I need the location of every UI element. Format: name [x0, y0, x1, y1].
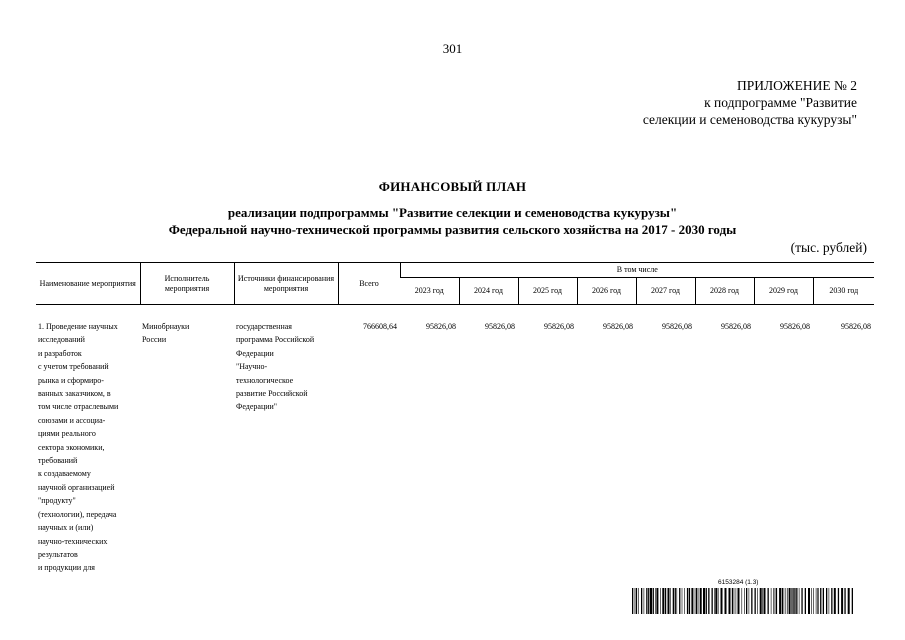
row-year-value: 95826,08: [841, 322, 872, 331]
barcode-bar: [668, 588, 670, 614]
row-source-line: "Научно-: [236, 362, 268, 372]
barcode-bar: [687, 588, 688, 614]
barcode-bar: [784, 588, 785, 614]
appendix-heading: [537, 77, 857, 128]
row-name-line: и разработок: [38, 348, 82, 358]
barcode-bar: [684, 588, 685, 614]
row-name-line: с учетом требований: [38, 362, 109, 372]
row-name-line: и продукции для: [38, 563, 95, 573]
barcode-bar: [662, 588, 664, 614]
barcode-bar: [635, 588, 636, 614]
barcode-bar: [714, 588, 715, 614]
barcode-bar: [656, 588, 658, 614]
barcode-bar: [644, 588, 645, 614]
row-total-cell: 766608,64: [363, 322, 397, 331]
barcode-bar: [655, 588, 656, 614]
barcode-bar: [834, 588, 836, 614]
barcode-bar: [677, 588, 678, 614]
barcode-bar: [826, 588, 827, 614]
barcode-bar: [691, 588, 693, 614]
barcode-bar: [675, 588, 676, 614]
barcode-bar: [744, 588, 745, 614]
barcode-bar: [732, 588, 733, 614]
barcode-bar: [771, 588, 772, 614]
barcode-bar: [789, 588, 791, 614]
units-note: (тыс. рублей): [790, 240, 867, 255]
row-year-value: 95826,08: [485, 322, 515, 331]
barcode-bar: [820, 588, 821, 614]
financial-plan-table: [36, 262, 874, 576]
barcode-bar: [773, 588, 774, 614]
barcode-bar: [641, 588, 642, 614]
barcode-bar: [813, 588, 814, 614]
barcode-bar: [706, 588, 707, 614]
barcode-bar: [805, 588, 806, 614]
barcode-bar: [786, 588, 787, 614]
barcode-bar: [768, 588, 769, 614]
row-source-line: Федерации: [236, 348, 274, 358]
row-source-line: развитие Российской: [236, 389, 308, 399]
barcode-bar: [749, 588, 750, 614]
row-name-line: рынка и сформиро-: [38, 375, 104, 385]
barcode-bar: [831, 588, 832, 614]
barcode-bar: [670, 588, 671, 614]
row-name-line: циями реального: [38, 429, 96, 439]
barcode-bar: [673, 588, 674, 614]
row-name-line: том числе отраслевыми: [38, 402, 119, 412]
row-name-line: научной организацией: [38, 482, 115, 492]
row-year-value: 95826,08: [603, 322, 633, 331]
table-row: [36, 319, 874, 576]
document-subtitle-1: реализации подпрограммы "Развитие селекции и семеноводства кукурузы": [227, 205, 678, 220]
document-title: ФИНАНСОВЫЙ ПЛАН: [378, 179, 527, 194]
row-name-line: "продукту": [38, 496, 76, 506]
barcode-bar: [653, 588, 654, 614]
barcode-bar: [791, 588, 792, 614]
table-header-row: [36, 263, 874, 278]
barcode-bar: [648, 588, 649, 614]
row-source-line: технологическое: [236, 375, 294, 385]
barcode-bar: [796, 588, 797, 614]
barcode-bar: [729, 588, 731, 614]
barcode-bar: [646, 588, 647, 614]
row-source-cell: [234, 319, 338, 576]
barcode-bar: [746, 588, 747, 614]
row-name-line: (технологии), передача: [38, 509, 117, 519]
barcode-bar: [700, 588, 702, 614]
row-year-value: 95826,08: [426, 322, 456, 331]
barcode-bar: [660, 588, 661, 614]
barcode-bar: [764, 588, 766, 614]
table-spacer-row: [36, 305, 874, 320]
barcode-bar: [779, 588, 781, 614]
barcode-bar: [838, 588, 839, 614]
barcode-bar: [823, 588, 824, 614]
barcode-bar: [703, 588, 705, 614]
barcode-bar: [794, 588, 795, 614]
barcode-bar: [829, 588, 830, 614]
barcode-bar: [760, 588, 762, 614]
barcode-bar: [755, 588, 756, 614]
barcode-bar: [811, 588, 812, 614]
barcode-bar: [689, 588, 690, 614]
barcode-bar: [636, 588, 637, 614]
header-year: 2027 год: [636, 278, 695, 305]
barcode-bar: [725, 588, 727, 614]
row-name-line: 1. Проведение научных: [38, 322, 118, 331]
appendix-line-1: ПРИЛОЖЕНИЕ № 2: [736, 78, 857, 93]
row-name-line: научно-технических: [38, 536, 108, 546]
header-year: 2026 год: [577, 278, 636, 305]
header-year: 2023 год: [400, 278, 459, 305]
barcode-bar: [782, 588, 783, 614]
header-including: В том числе: [400, 263, 874, 278]
barcode-bar: [734, 588, 735, 614]
row-name-line: сектора экономики,: [38, 442, 105, 452]
barcode-bar: [632, 588, 633, 614]
barcode-image: [632, 588, 854, 614]
row-name-line: исследований: [38, 335, 85, 345]
header-year: 2028 год: [695, 278, 754, 305]
page-number: 301: [442, 41, 463, 56]
row-name-line: союзами и ассоциа-: [38, 415, 106, 425]
barcode-bar: [712, 588, 713, 614]
row-name-line: ванных заказчиком, в: [38, 389, 111, 399]
barcode-bar: [736, 588, 737, 614]
barcode-bar: [808, 588, 810, 614]
barcode-bar: [787, 588, 788, 614]
row-name-line: научных и (или): [38, 523, 94, 533]
barcode-bar: [816, 588, 817, 614]
barcode-bar: [757, 588, 758, 614]
row-name-line: требований: [38, 456, 78, 466]
barcode-bar: [679, 588, 680, 614]
header-sources: Источники финансирования мероприятия: [234, 263, 338, 305]
barcode-bar: [762, 588, 763, 614]
barcode-bar: [708, 588, 709, 614]
barcode-bar: [682, 588, 683, 614]
header-year: 2025 год: [518, 278, 577, 305]
barcode-bar: [695, 588, 696, 614]
barcode-bar: [775, 588, 776, 614]
row-year-value: 95826,08: [662, 322, 692, 331]
barcode-bar: [718, 588, 719, 614]
barcode-bar: [792, 588, 793, 614]
header-year: 2029 год: [754, 278, 813, 305]
barcode-bar: [841, 588, 843, 614]
header-name: Наименование мероприятия: [36, 263, 140, 305]
row-year-value: 95826,08: [721, 322, 751, 331]
barcode-bar: [852, 588, 853, 614]
barcode-bar: [817, 588, 818, 614]
barcode-bar: [698, 588, 699, 614]
barcode-bar: [848, 588, 850, 614]
barcode-bar: [776, 588, 777, 614]
barcode-bar: [751, 588, 752, 614]
row-year-value: 95826,08: [544, 322, 574, 331]
row-executor-cell: [140, 319, 234, 576]
barcode-bar: [738, 588, 740, 614]
row-name-line: результатов: [38, 549, 78, 559]
barcode-bar: [715, 588, 717, 614]
row-executor-line: Минобрнауки: [142, 322, 190, 331]
row-year-value: 95826,08: [780, 322, 810, 331]
row-source-line: государственная: [236, 322, 292, 331]
header-executor: Исполнитель мероприятия: [140, 263, 234, 305]
header-total: Всего: [338, 263, 400, 305]
document-subtitle-2: Федеральной научно-технической программы развития сельского хозяйства на 2017 - 2030 годы: [168, 222, 737, 237]
barcode-bar: [818, 588, 819, 614]
barcode-bar: [721, 588, 723, 614]
header-year: 2030 год: [813, 278, 874, 305]
row-name-cell: [36, 319, 140, 576]
barcode-bar: [742, 588, 743, 614]
row-source-line: программа Российской: [236, 335, 315, 345]
barcode-label: 6153284 (1.3): [718, 579, 759, 586]
appendix-line-3: селекции и семеноводства кукурузы": [642, 112, 857, 127]
barcode-bar: [844, 588, 845, 614]
barcode-bar: [801, 588, 802, 614]
barcode-bar: [799, 588, 800, 614]
row-name-line: к создаваемому: [38, 469, 91, 479]
row-source-line: Федерации": [236, 402, 278, 412]
barcode-bar: [638, 588, 639, 614]
barcode-bar: [650, 588, 652, 614]
barcode-bar: [696, 588, 697, 614]
header-year: 2024 год: [459, 278, 518, 305]
appendix-line-2: к подпрограмме "Развитие: [704, 95, 857, 110]
barcode-bar: [665, 588, 666, 614]
row-executor-line: России: [142, 335, 167, 345]
